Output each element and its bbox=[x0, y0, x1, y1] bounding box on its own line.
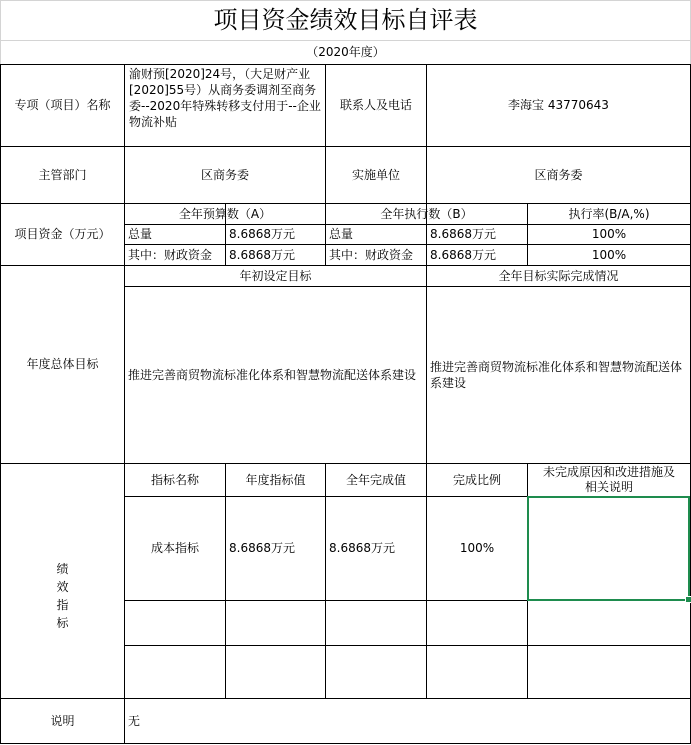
funds-row-rate: 100% bbox=[591, 227, 627, 241]
funds-col-exec: 全年执行数（B） bbox=[380, 206, 473, 221]
note-value: 无 bbox=[128, 713, 141, 728]
perf-row-ratio[interactable] bbox=[427, 601, 527, 645]
funds-row-label: 总量 bbox=[128, 227, 153, 241]
contact-value: 李海宝 43770643 bbox=[508, 98, 609, 112]
perf-row-name: 成本指标 bbox=[150, 541, 199, 555]
perf-header-ratio: 完成比例 bbox=[452, 472, 501, 487]
perf-header-name: 指标名称 bbox=[150, 472, 199, 487]
perf-header-target: 年度指标值 bbox=[245, 472, 306, 487]
goal-set-text: 推进完善商贸物流标准化体系和智慧物流配送体系建设 bbox=[128, 368, 417, 382]
funds-row-exec-label: 其中：财政资金 bbox=[329, 247, 414, 262]
perf-row-ratio[interactable] bbox=[427, 646, 527, 698]
goal-col-set: 年初设定目标 bbox=[239, 268, 312, 283]
funds-row-budget: 8.6868万元 bbox=[229, 227, 295, 241]
funds-row-rate: 100% bbox=[591, 247, 627, 262]
dept-label: 主管部门 bbox=[38, 167, 87, 182]
perf-row-actual[interactable] bbox=[326, 601, 426, 645]
perf-row-reason[interactable] bbox=[528, 601, 690, 645]
perf-row-target[interactable] bbox=[226, 601, 325, 645]
contact-label: 联系人及电话 bbox=[339, 98, 412, 112]
perf-row-actual[interactable] bbox=[326, 646, 426, 698]
impl-label: 实施单位 bbox=[351, 167, 400, 182]
dept-value: 区商务委 bbox=[200, 167, 249, 182]
page-title: 项目资金绩效目标自评表 bbox=[213, 6, 478, 34]
perf-header-actual: 全年完成值 bbox=[345, 472, 406, 487]
year-label: （2020年度） bbox=[306, 45, 385, 59]
funds-row-budget: 8.6868万元 bbox=[229, 247, 295, 262]
funds-row-exec: 8.6868万元 bbox=[430, 247, 496, 262]
perf-row-name[interactable] bbox=[125, 646, 225, 698]
goal-label: 年度总体目标 bbox=[26, 357, 99, 371]
funds-row-label: 其中：财政资金 bbox=[128, 247, 213, 262]
perf-label-text: 绩效指标 bbox=[56, 562, 69, 630]
perf-row-target: 8.6868万元 bbox=[229, 541, 295, 555]
perf-row-actual: 8.6868万元 bbox=[329, 541, 395, 555]
perf-row-ratio: 100% bbox=[459, 541, 495, 555]
funds-row-exec-label: 总量 bbox=[329, 227, 354, 241]
goal-col-actual: 全年目标实际完成情况 bbox=[498, 268, 619, 283]
goal-actual-text: 推进完善商贸物流标准化体系和智慧物流配送体系建设 bbox=[430, 360, 683, 390]
impl-value: 区商务委 bbox=[534, 167, 583, 182]
perf-row-name[interactable] bbox=[125, 601, 225, 645]
selected-cell[interactable] bbox=[527, 496, 690, 601]
funds-label: 项目资金（万元） bbox=[14, 227, 111, 241]
perf-label bbox=[1, 464, 124, 698]
funds-col-rate: 执行率(B/A,%) bbox=[568, 206, 650, 221]
funds-row-exec: 8.6868万元 bbox=[430, 227, 496, 241]
note-label: 说明 bbox=[50, 713, 75, 728]
project-name-label: 专项（项目）名称 bbox=[14, 98, 111, 112]
perf-row-target[interactable] bbox=[226, 646, 325, 698]
project-name-value: 渝财预[2020]24号，（大足财产业[2020]55号）从商务委调剂至商务委--2020年特殊转移支付用于--企业物流补贴 bbox=[129, 67, 321, 129]
funds-col-budget: 全年预算数（A） bbox=[178, 206, 272, 221]
perf-row-reason[interactable] bbox=[528, 646, 690, 698]
perf-header-reason: 未完成原因和改进措施及相关说明 bbox=[542, 465, 675, 494]
